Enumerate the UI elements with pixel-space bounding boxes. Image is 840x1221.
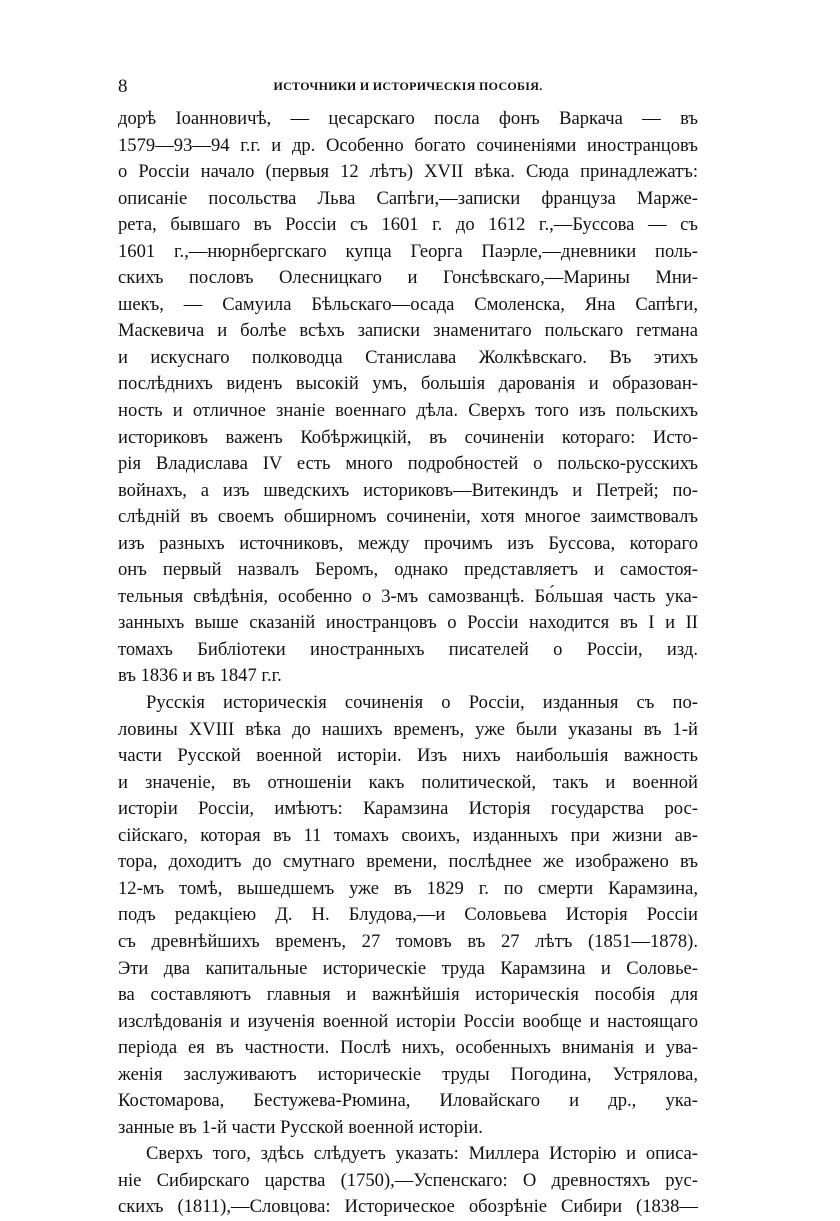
text-line: сійскаго, которая въ 11 томахъ своихъ, изданныхъ при жизни ав- (118, 824, 698, 846)
page-header (118, 76, 698, 98)
text-line: тельныя свѣдѣнія, особенно о 3-мъ самозванцѣ. Бо́льшая часть ука- (118, 585, 698, 607)
text-line: въ 1836 и въ 1847 г.г. (118, 665, 282, 687)
text-line: 1601 г.,—нюрнбергскаго купца Георга Паэрле,—дневники поль- (118, 240, 698, 262)
text-line: скихъ (1811),—Словцова: Историческое обозрѣніе Сибири (1838— (118, 1196, 698, 1218)
running-head: ИСТОЧНИКИ И ИСТОРИЧЕСКІЯ ПОСОБІЯ. (273, 79, 543, 93)
paragraph (118, 106, 698, 690)
text-line: рія Владислава IV есть много подробностей о польско-русскихъ (118, 453, 698, 475)
text-line: занные въ 1-й части Русской военной исторіи. (118, 1116, 483, 1138)
text-line: Костомарова, Бестужева-Рюмина, Иловайскаго и др., ука- (118, 1090, 698, 1112)
text-line: Эти два капитальные историческіе труда Карамзина и Соловье- (118, 957, 698, 979)
text-line: части Русской военной исторіи. Изъ нихъ наибольшія важность (118, 745, 698, 767)
text-line: онъ первый назвалъ Беромъ, однако представляетъ и самостоя- (118, 559, 698, 581)
text-line: войнахъ, а изъ шведскихъ историковъ—Витекиндъ и Петрей; по- (118, 479, 698, 501)
paragraph (118, 690, 698, 1141)
body-text (118, 106, 698, 1221)
paragraph (118, 1141, 698, 1221)
text-line: историковъ важенъ Кобѣржицкій, въ сочиненіи котораго: Исто- (118, 426, 698, 448)
text-line: Сверхъ того, здѣсь слѣдуетъ указать: Миллера Исторію и описа- (146, 1143, 698, 1165)
text-line: ность и отличное знаніе военнаго дѣла. Сверхъ того изъ польскихъ (118, 400, 698, 422)
text-line: ніе Сибирскаго царства (1750),—Успенскаго: О древностяхъ рус- (118, 1169, 698, 1191)
text-line: скихъ пословъ Олесницкаго и Гонсѣвскаго,—Марины Мни- (118, 267, 698, 289)
text-line: 1579—93—94 г.г. и др. Особенно богато сочиненіями иностранцовъ (118, 134, 698, 156)
text-line: съ древнѣйшихъ временъ, 27 томовъ въ 27 лѣтъ (1851—1878). (118, 930, 698, 952)
text-line: Маскевича и болѣе всѣхъ записки знаменитаго польскаго гетмана (118, 320, 698, 342)
text-line: томахъ Библіотеки иностранныхъ писателей о Россіи, изд. (118, 638, 698, 660)
text-line: о Россіи начало (первыя 12 лѣтъ) XVII вѣка. Сюда принадлежатъ: (118, 161, 698, 183)
text-line: женія заслуживаютъ историческіе труды Погодина, Устрялова, (118, 1063, 698, 1085)
text-line: ва составляютъ главныя и важнѣйшія историческія пособія для (118, 984, 698, 1006)
text-line: Русскія историческія сочиненія о Россіи, изданныя съ по- (146, 692, 698, 714)
text-line: изслѣдованія и изученія военной исторіи Россіи вообще и настоящаго (118, 1010, 698, 1032)
text-line: и значеніе, въ отношеніи какъ политической, такъ и военной (118, 771, 698, 793)
text-line: занныхъ выше сказаній иностранцовъ о Россіи находится въ I и II (118, 612, 698, 634)
text-line: рета, бывшаго въ Россіи съ 1601 г. до 1612 г.,—Буссова — съ (118, 214, 698, 236)
text-line: 12-мъ томѣ, вышедшемъ уже въ 1829 г. по смерти Карамзина, (118, 877, 698, 899)
text-line: изъ разныхъ источниковъ, между прочимъ изъ Буссова, котораго (118, 532, 698, 554)
text-line: описаніе посольства Льва Сапѣги,—записки француза Марже- (118, 187, 698, 209)
page-number: 8 (118, 76, 128, 97)
text-line: подъ редакціею Д. Н. Блудова,—и Соловьева Исторія Россіи (118, 904, 698, 926)
text-line: слѣдній въ своемъ обширномъ сочиненіи, хотя многое заимствовалъ (118, 506, 698, 528)
text-line: послѣднихъ виденъ высокій умъ, большія дарованія и образован- (118, 373, 698, 395)
text-line: тора, доходитъ до смутнаго времени, послѣднее же изображено въ (118, 851, 698, 873)
text-line: періода ея въ частности. Послѣ нихъ, особенныхъ вниманія и ува- (118, 1037, 698, 1059)
text-line: исторіи Россіи, имѣютъ: Карамзина Исторія государства рос- (118, 798, 698, 820)
text-line: и искуснаго полководца Станислава Жолкѣвскаго. Въ этихъ (118, 346, 698, 368)
text-line: дорѣ Іоанновичѣ, — цесарскаго посла фонъ Варкача — въ (118, 108, 698, 129)
text-line: ловины XVIII вѣка до нашихъ временъ, уже были указаны въ 1-й (118, 718, 698, 740)
text-line: шекъ, — Самуила Бѣльскаго—осада Смоленска, Яна Сапѣги, (118, 293, 698, 315)
